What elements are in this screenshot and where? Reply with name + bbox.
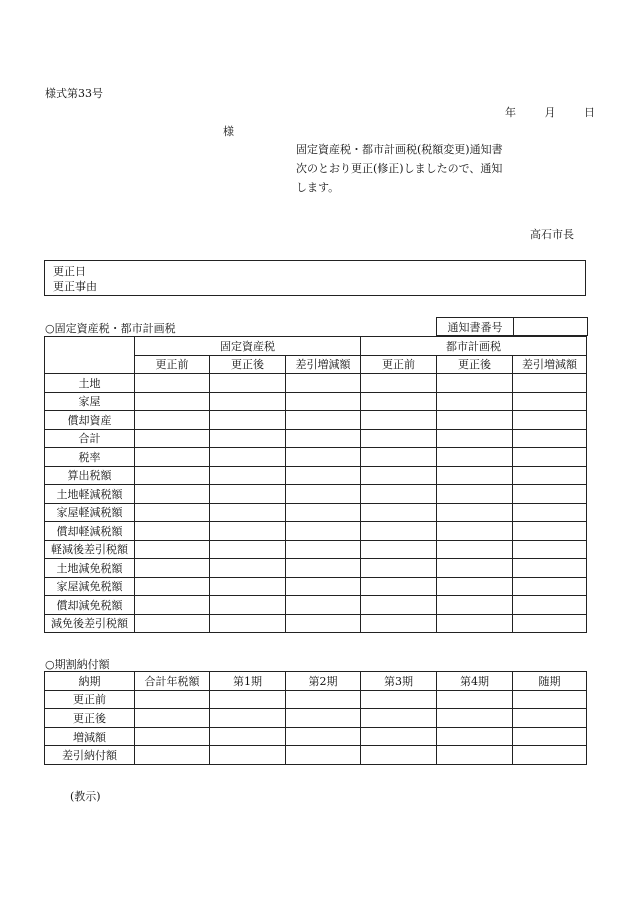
value-cell bbox=[437, 411, 513, 430]
value-cell bbox=[513, 540, 587, 559]
table-row bbox=[45, 577, 587, 596]
table-row bbox=[45, 392, 587, 411]
value-cell bbox=[513, 727, 587, 746]
notice-line: 固定資産税・都市計画税(税額変更)通知書 bbox=[296, 143, 503, 156]
value-cell bbox=[210, 485, 286, 504]
value-cell bbox=[361, 485, 437, 504]
row-label: 家屋軽減税額 bbox=[45, 503, 135, 522]
value-cell bbox=[135, 466, 210, 485]
value-cell bbox=[513, 429, 587, 448]
row-label: 家屋 bbox=[45, 392, 135, 411]
notice-line: します。 bbox=[296, 181, 340, 194]
value-cell bbox=[361, 577, 437, 596]
payment-header: 第3期 bbox=[361, 672, 437, 691]
tax-section-title: ○固定資産税・都市計画税 bbox=[45, 322, 176, 335]
payment-header-row bbox=[45, 672, 587, 691]
table-row bbox=[45, 540, 587, 559]
corner-cell bbox=[45, 337, 135, 374]
value-cell bbox=[210, 727, 286, 746]
value-cell bbox=[513, 466, 587, 485]
value-cell bbox=[361, 503, 437, 522]
row-label: 更正前 bbox=[45, 690, 135, 709]
value-cell bbox=[210, 746, 286, 765]
sub-header: 更正前 bbox=[135, 355, 210, 374]
value-cell bbox=[135, 485, 210, 504]
row-label: 償却減免税額 bbox=[45, 596, 135, 615]
notice-line: 次のとおり更正(修正)しましたので、通知 bbox=[296, 162, 503, 175]
recipient-suffix: 様 bbox=[223, 125, 234, 138]
value-cell bbox=[135, 411, 210, 430]
value-cell bbox=[437, 709, 513, 728]
value-cell bbox=[437, 503, 513, 522]
month-label: 月 bbox=[544, 106, 556, 119]
value-cell bbox=[135, 503, 210, 522]
value-cell bbox=[210, 596, 286, 615]
value-cell bbox=[513, 522, 587, 541]
value-cell bbox=[210, 614, 286, 633]
value-cell bbox=[513, 392, 587, 411]
value-cell bbox=[437, 559, 513, 578]
value-cell bbox=[286, 614, 361, 633]
year-label: 年 bbox=[505, 106, 516, 119]
value-cell bbox=[437, 466, 513, 485]
row-label: 算出税額 bbox=[45, 466, 135, 485]
payment-header: 合計年税額 bbox=[135, 672, 210, 691]
row-label: 税率 bbox=[45, 448, 135, 467]
table-row bbox=[45, 690, 587, 709]
tax-table bbox=[44, 336, 587, 633]
sub-header: 更正後 bbox=[437, 355, 513, 374]
payment-header: 納期 bbox=[45, 672, 135, 691]
value-cell bbox=[135, 577, 210, 596]
value-cell bbox=[513, 485, 587, 504]
value-cell bbox=[437, 727, 513, 746]
issuer: 高石市長 bbox=[530, 228, 574, 241]
row-label: 合計 bbox=[45, 429, 135, 448]
value-cell bbox=[286, 522, 361, 541]
value-cell bbox=[513, 614, 587, 633]
value-cell bbox=[361, 746, 437, 765]
value-cell bbox=[513, 503, 587, 522]
value-cell bbox=[513, 448, 587, 467]
value-cell bbox=[437, 577, 513, 596]
day-label: 日 bbox=[584, 106, 595, 119]
sub-header: 更正前 bbox=[361, 355, 437, 374]
table-row bbox=[45, 727, 587, 746]
value-cell bbox=[135, 429, 210, 448]
value-cell bbox=[361, 448, 437, 467]
value-cell bbox=[210, 690, 286, 709]
value-cell bbox=[286, 503, 361, 522]
table-row bbox=[45, 503, 587, 522]
value-cell bbox=[286, 540, 361, 559]
value-cell bbox=[286, 485, 361, 504]
table-row bbox=[45, 614, 587, 633]
row-label: 償却資産 bbox=[45, 411, 135, 430]
row-label: 減免後差引税額 bbox=[45, 614, 135, 633]
value-cell bbox=[513, 374, 587, 393]
value-cell bbox=[135, 540, 210, 559]
value-cell bbox=[437, 374, 513, 393]
value-cell bbox=[361, 614, 437, 633]
notice-number-value bbox=[514, 318, 588, 336]
row-label: 土地減免税額 bbox=[45, 559, 135, 578]
value-cell bbox=[437, 522, 513, 541]
value-cell bbox=[286, 411, 361, 430]
table-row bbox=[45, 746, 587, 765]
value-cell bbox=[361, 559, 437, 578]
payment-table bbox=[44, 671, 587, 765]
table-row bbox=[45, 522, 587, 541]
value-cell bbox=[361, 466, 437, 485]
value-cell bbox=[513, 577, 587, 596]
value-cell bbox=[513, 411, 587, 430]
value-cell bbox=[210, 503, 286, 522]
value-cell bbox=[286, 374, 361, 393]
value-cell bbox=[210, 411, 286, 430]
value-cell bbox=[210, 522, 286, 541]
value-cell bbox=[135, 614, 210, 633]
table-row bbox=[45, 429, 587, 448]
payment-header: 第2期 bbox=[286, 672, 361, 691]
table-row bbox=[45, 596, 587, 615]
value-cell bbox=[513, 746, 587, 765]
value-cell bbox=[135, 392, 210, 411]
value-cell bbox=[361, 727, 437, 746]
payment-header: 第1期 bbox=[210, 672, 286, 691]
value-cell bbox=[210, 559, 286, 578]
fixed-asset-tax-header: 固定資産税 bbox=[135, 337, 361, 356]
value-cell bbox=[437, 448, 513, 467]
value-cell bbox=[210, 540, 286, 559]
payment-header: 随期 bbox=[513, 672, 587, 691]
correction-reason-box bbox=[44, 260, 586, 296]
value-cell bbox=[437, 596, 513, 615]
value-cell bbox=[361, 429, 437, 448]
row-label: 家屋減免税額 bbox=[45, 577, 135, 596]
value-cell bbox=[286, 429, 361, 448]
value-cell bbox=[135, 690, 210, 709]
value-cell bbox=[513, 690, 587, 709]
value-cell bbox=[437, 392, 513, 411]
city-planning-tax-header: 都市計画税 bbox=[361, 337, 587, 356]
value-cell bbox=[135, 746, 210, 765]
payment-section-title: ○期割納付額 bbox=[45, 658, 110, 671]
row-label: 土地 bbox=[45, 374, 135, 393]
value-cell bbox=[210, 466, 286, 485]
date-line bbox=[505, 104, 595, 120]
row-label: 差引納付額 bbox=[45, 746, 135, 765]
value-cell bbox=[135, 374, 210, 393]
sub-header: 差引増減額 bbox=[513, 355, 587, 374]
value-cell bbox=[135, 448, 210, 467]
value-cell bbox=[210, 448, 286, 467]
value-cell bbox=[361, 392, 437, 411]
value-cell bbox=[286, 690, 361, 709]
value-cell bbox=[286, 746, 361, 765]
value-cell bbox=[361, 540, 437, 559]
value-cell bbox=[437, 540, 513, 559]
notice-number-table bbox=[436, 317, 588, 336]
value-cell bbox=[361, 596, 437, 615]
value-cell bbox=[437, 746, 513, 765]
table-row bbox=[45, 411, 587, 430]
value-cell bbox=[135, 522, 210, 541]
table-row bbox=[45, 374, 587, 393]
value-cell bbox=[286, 577, 361, 596]
value-cell bbox=[210, 392, 286, 411]
value-cell bbox=[286, 559, 361, 578]
notice-text bbox=[296, 140, 503, 197]
value-cell bbox=[513, 709, 587, 728]
group-header-row bbox=[45, 337, 587, 356]
table-row bbox=[45, 709, 587, 728]
row-label: 土地軽減税額 bbox=[45, 485, 135, 504]
table-row bbox=[45, 448, 587, 467]
value-cell bbox=[437, 429, 513, 448]
value-cell bbox=[135, 559, 210, 578]
value-cell bbox=[210, 709, 286, 728]
value-cell bbox=[437, 690, 513, 709]
value-cell bbox=[361, 374, 437, 393]
value-cell bbox=[361, 690, 437, 709]
value-cell bbox=[437, 614, 513, 633]
sub-header: 差引増減額 bbox=[286, 355, 361, 374]
value-cell bbox=[286, 466, 361, 485]
value-cell bbox=[437, 485, 513, 504]
row-label: 軽減後差引税額 bbox=[45, 540, 135, 559]
value-cell bbox=[135, 596, 210, 615]
row-label: 増減額 bbox=[45, 727, 135, 746]
correction-date-label: 更正日 bbox=[53, 265, 86, 278]
sub-header: 更正後 bbox=[210, 355, 286, 374]
value-cell bbox=[286, 709, 361, 728]
row-label: 更正後 bbox=[45, 709, 135, 728]
value-cell bbox=[286, 596, 361, 615]
value-cell bbox=[210, 577, 286, 596]
form-number: 様式第33号 bbox=[45, 87, 103, 100]
value-cell bbox=[286, 727, 361, 746]
table-row bbox=[45, 559, 587, 578]
value-cell bbox=[286, 448, 361, 467]
value-cell bbox=[210, 374, 286, 393]
notice-number-label: 通知書番号 bbox=[437, 318, 514, 336]
correction-reason-label: 更正事由 bbox=[53, 280, 97, 293]
value-cell bbox=[210, 429, 286, 448]
payment-header: 第4期 bbox=[437, 672, 513, 691]
value-cell bbox=[513, 559, 587, 578]
table-row bbox=[45, 466, 587, 485]
value-cell bbox=[513, 596, 587, 615]
value-cell bbox=[286, 392, 361, 411]
instruction-label: (教示) bbox=[70, 790, 101, 803]
value-cell bbox=[361, 522, 437, 541]
value-cell bbox=[135, 709, 210, 728]
table-row bbox=[45, 485, 587, 504]
value-cell bbox=[361, 411, 437, 430]
value-cell bbox=[135, 727, 210, 746]
value-cell bbox=[361, 709, 437, 728]
row-label: 償却軽減税額 bbox=[45, 522, 135, 541]
